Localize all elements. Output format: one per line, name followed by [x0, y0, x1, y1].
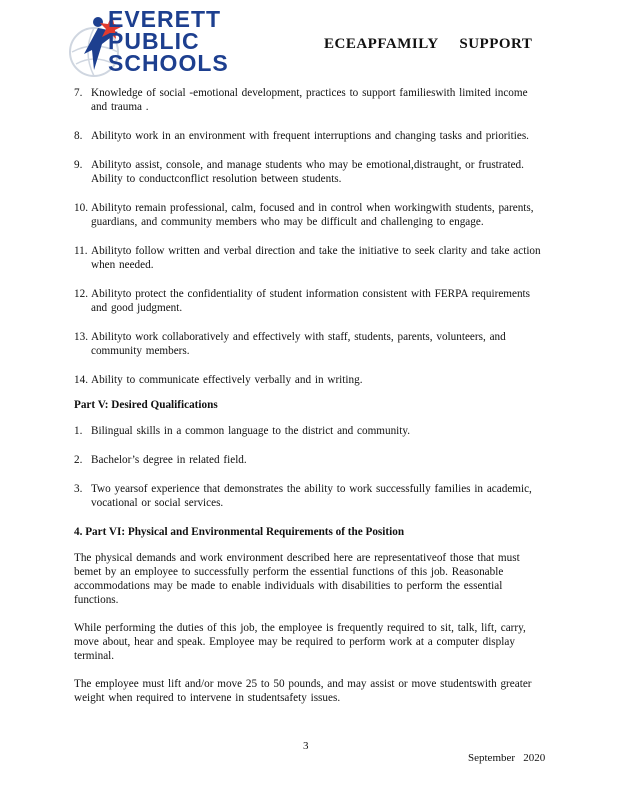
paragraph: The employee must lift and/or move 25 to 50 pounds, and may assist or move studentswith greater weight when required to intervene in studentsafety issues.	[74, 678, 532, 704]
item-number: 13.	[74, 331, 88, 343]
paragraph: While performing the duties of this job, the employee is frequently required to sit, talk, lift, carry, move about, hear and speak. Employee may be required to perform work at a computer display terminal.	[74, 622, 526, 662]
item-number: 10.	[74, 202, 88, 214]
item-text: Abilityto follow written and verbal direction and take the initiative to seek clarity and take action when needed.	[91, 245, 541, 271]
list-item	[74, 287, 544, 315]
list-item	[74, 201, 544, 229]
item-number: 11.	[74, 245, 88, 257]
everett-public-schools-logo	[68, 8, 243, 82]
item-text: Abilityto protect the confidentiality of student information consistent with FERPA requirements and good judgment.	[91, 288, 531, 314]
item-number: 14.	[74, 374, 88, 386]
list-item	[74, 330, 544, 358]
item-text: Bachelor’s degree in related field.	[91, 454, 247, 466]
list-item	[74, 424, 544, 438]
item-number: 8.	[74, 130, 83, 142]
item-number: 7.	[74, 87, 83, 99]
list-item	[74, 86, 544, 114]
list-item	[74, 158, 544, 186]
item-number: 9.	[74, 159, 83, 171]
section-heading-physical-requirements: 4. Part VI: Physical and Environmental Requirements of the Position	[74, 526, 405, 538]
logo-line-3: SCHOOLS	[108, 50, 229, 76]
list-item	[74, 244, 544, 272]
document-body	[74, 86, 544, 719]
logo-wordmark	[108, 8, 229, 74]
item-number: 1.	[74, 425, 83, 437]
footer-date: September 2020	[468, 752, 546, 764]
logo-line-2: PUBLIC	[108, 28, 200, 54]
list-item	[74, 453, 544, 467]
item-number: 2.	[74, 454, 83, 466]
item-number: 12.	[74, 288, 88, 300]
item-text: Abilityto work in an environment with frequent interruptions and changing tasks and priorities.	[91, 130, 529, 142]
item-text: Two yearsof experience that demonstrates the ability to work successfully families in academic, vocational or social services.	[91, 483, 532, 509]
item-text: Abilityto work collaboratively and effectively with staff, students, parents, volunteers, and community members.	[91, 331, 506, 357]
list-item	[74, 373, 544, 387]
item-text: Abilityto assist, console, and manage students who may be emotional,distraught, or frustrated. Ability to conductconflict resolution between students.	[91, 159, 524, 185]
item-text: Bilingual skills in a common language to the district and community.	[91, 425, 411, 437]
item-number: 3.	[74, 483, 83, 495]
item-text: Abilityto remain professional, calm, focused and in control when workingwith students, parents, guardians, and community members who may be difficult and challenging to engage.	[91, 202, 534, 228]
list-item	[74, 129, 544, 143]
page-number: 3	[303, 740, 309, 752]
list-item	[74, 482, 544, 510]
paragraph: The physical demands and work environment described here are representativeof those that must bemet by an employee to successfully perform the essential functions of this job. Reasonable accommodations may be made to enable individuals with disabilities to perform the essential functions.	[74, 552, 520, 606]
section-heading-desired-qualifications: Part V: Desired Qualifications	[74, 399, 218, 411]
item-text: Knowledge of social -emotional development, practices to support familieswith limited income and trauma .	[91, 87, 528, 113]
item-text: Ability to communicate effectively verbally and in writing.	[91, 374, 363, 386]
document-title: ECEAPFAMILY SUPPORT	[324, 36, 533, 52]
logo-line-1: EVERETT	[108, 6, 222, 32]
